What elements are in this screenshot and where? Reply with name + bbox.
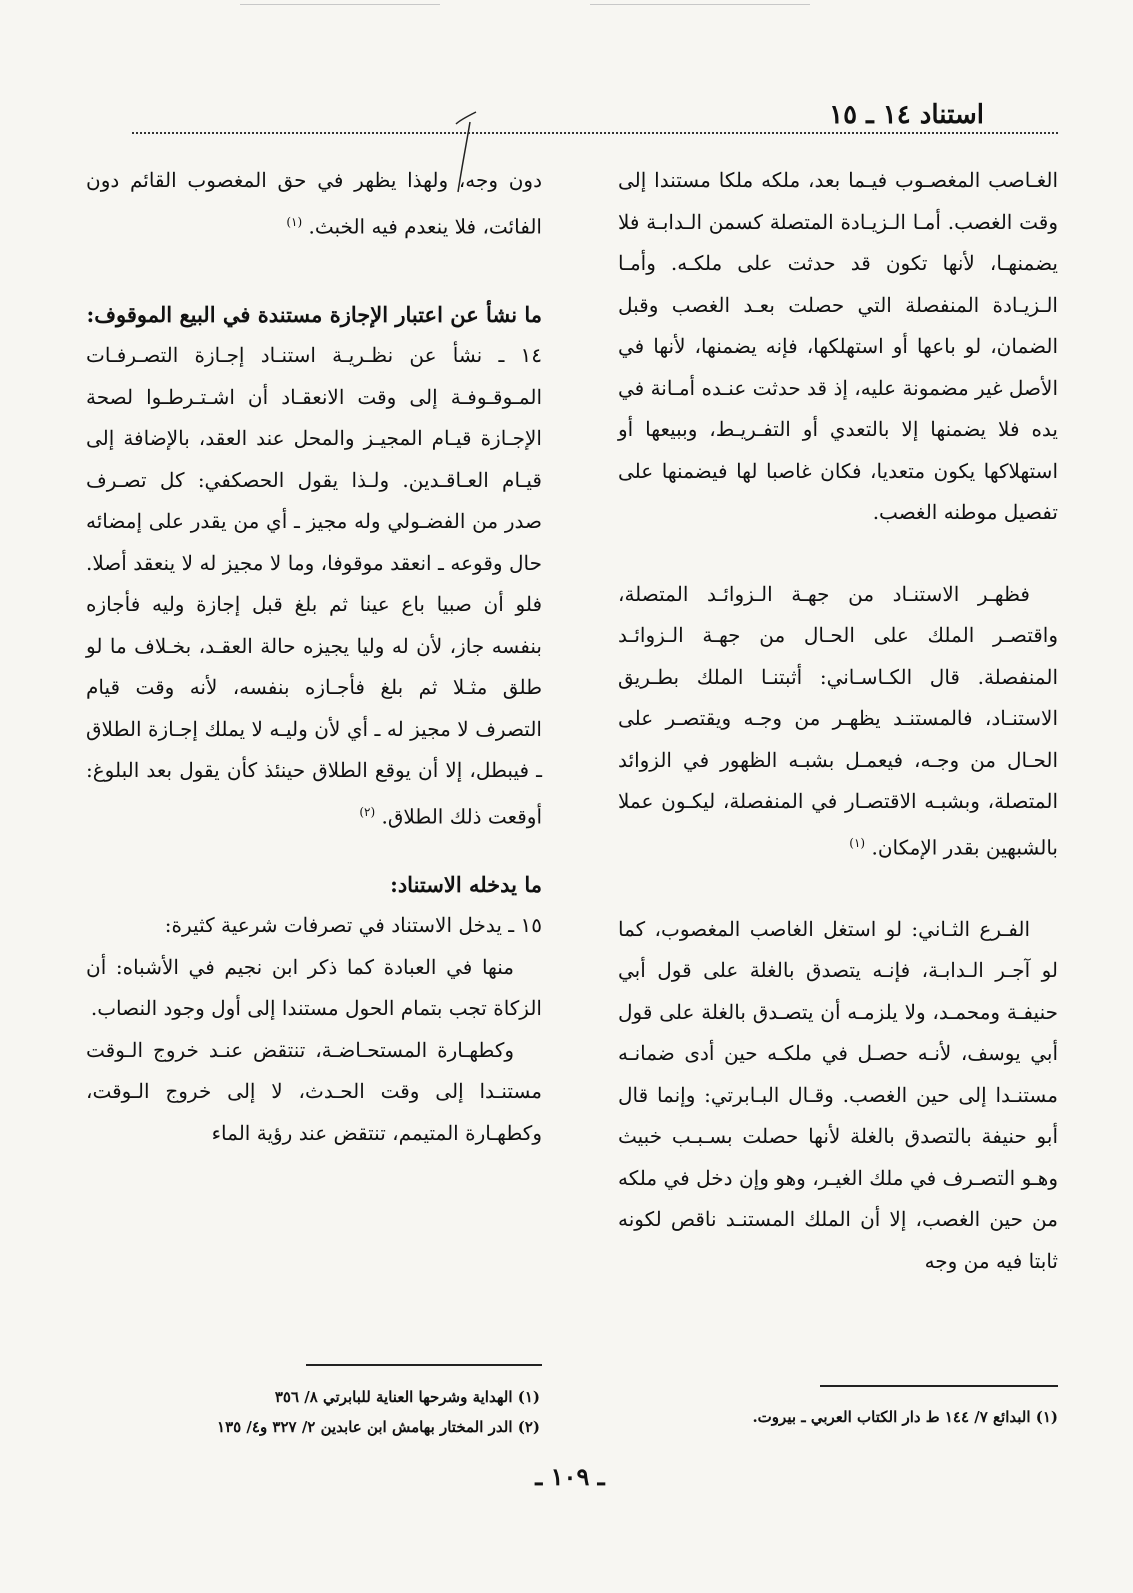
- footnote: (١) البدائع ٧/ ١٤٤ ط دار الكتاب العربي ـ بيروت.: [752, 1408, 1058, 1426]
- page-number: ـ ١٠٩ ـ: [535, 1462, 605, 1491]
- footnote-ref: (٢): [359, 804, 376, 819]
- footnote-ref: (١): [286, 214, 303, 229]
- footnote-rule: [820, 1385, 1058, 1387]
- page-header-title: استناد ١٤ ـ ١٥: [829, 100, 984, 130]
- footnote: (٢) الدر المختار بهامش ابن عابدين ٢/ ٣٢٧ و٤/ ١٣٥: [217, 1418, 540, 1436]
- scan-edge-line: [240, 4, 440, 5]
- paragraph-text: دون وجه، ولهذا يظهر في حق المغصوب القائم دون الفائت، فلا ينعدم فيه الخبث.: [86, 168, 542, 239]
- paragraph: الغـاصب المغصـوب فيـما بعد، ملكه ملكا مستندا إلى وقت الغصب. أمـا الـزيـادة المتصلة كسمن الـدابـة فلا يضمنهـا، لأنها تكون قد حدثت على ملكـه. وأمـا الـزيـادة المنفصلة التي حصلت بعـد الغصب وقبل الضمان، لو باعها أو استهلكها، فإنه يضمنها، لأنها في الأصل غير مضمونة عليه، إذ قد حدثت عنـده أمـانة في يده فلا يضمنها إلا بالتعدي أو التفـريـط، وببيعها أو استهلاكها يكون متعديا، فكان غاصبا لها فيضمنها على تفصيل موطنه الغصب.: [618, 168, 1058, 524]
- paragraph: منها في العبادة كما ذكر ابن نجيم في الأشباه: أن الزكاة تجب بتمام الحول مستندا إلى أول وجود النصاب.: [86, 954, 542, 1021]
- footnote-ref: (١): [849, 835, 866, 850]
- paragraph: [86, 160, 542, 248]
- footnotes-left: [160, 1382, 540, 1442]
- page-header: [132, 100, 1004, 134]
- paragraph: ١٥ ـ يدخل الاستناد في تصرفات شرعية كثيرة:: [164, 913, 542, 938]
- scan-edge-line: [590, 4, 810, 5]
- paragraph: الفـرع الثـاني: لو استغل الغاصب المغصوب، كما لو آجـر الـدابـة، فإنـه يتصدق بالغلة على قول أبي حنيفـة ومحمـد، ولا يلزمـه أن يتصـدق بالغلة على قول أبي يوسف، لأنـه حصـل في ملكـه حين أدى ضمانـه مستنـدا إلى حين الغصب. وقـال البـابرتي: وإنما قال أبو حنيفة بالتصدق بالغلة لأنها حصلت بسـبـب خبيث وهـو التصـرف في ملك الغيـر، وهو وإن دخل في ملكه من حين الغصب، إلا أن الملك المستنـد ناقص لكونه ثابتا فيه من وجه: [618, 916, 1058, 1273]
- footnote: (١) الهداية وشرحها العناية للبابرتي ٨/ ٣٥٦: [274, 1388, 540, 1406]
- paragraph: [618, 574, 1058, 869]
- paragraph: وكطهـارة المستحـاضـة، تنتقض عنـد خروج الـوقت مستنـدا إلى وقت الحـدث، لا إلى خروج الـوقت، وكطهـارة المتيمم، تنتقض عند رؤية الماء: [86, 1037, 542, 1145]
- header-dotted-rule: [132, 132, 1058, 134]
- footnotes-right: [600, 1402, 1058, 1432]
- left-column: [86, 160, 542, 1154]
- right-column: [618, 160, 1058, 1282]
- section-heading: ما نشأ عن اعتبار الإجازة مستندة في البيع الموقوف:: [86, 301, 542, 327]
- footnote-rule: [306, 1364, 542, 1366]
- paragraph-text: ١٤ ـ نشأ عن نظـريـة استنـاد إجـازة التصـرفـات المـوقـوفـة إلى وقت الانعقـاد أن اشـتـرطـوا لصحة الإجـازة قيـام المجيـز والمحل عند العقد، بالإضافة إلى قيـام العـاقـدين. ولـذا يقول الحصكفي: كل تصـرف صدر من الفضـولي وله مجيز ـ أي من يقدر على إمضائه حال وقوعه ـ انعقد موقوفا، وما لا مجيز له لا ينعقد أصلا. فلو أن صبيا باع عينا ثم بلغ قبل إجازة وليه فأجازه بنفسه جاز، لأن له وليا يجيزه حالة العقـد، بخـلاف ما لو طلق مثـلا ثم بلغ فأجـازه بنفسه، لأنه وقت قيام التصرف لا مجيز له ـ أي لأن وليـه لا يملك إجـازة الطلاق ـ فيبطل، إلا أن يوقع الطلاق حينئذ كأن يقول بعد البلوغ: أوقعت ذلك الطلاق.: [86, 343, 542, 829]
- paragraph-text: فظهـر الاستنـاد من جهـة الـزوائـد المتصلة، واقتصـر الملك على الحـال من جهـة الـزوائـد المنفصلة. قال الكـاسـاني: أثبتنـا الملك بطـريق الاستنـاد، فالمستنـد يظهـر من وجـه ويقتصـر على الحـال من وجـه، فيعمـل بشبـه الظهور في الزوائد المتصلة، وبشبـه الاقتصـار في المنفصلة، ليكـون عملا بالشبهين بقدر الإمكان.: [618, 581, 1058, 860]
- paragraph: [86, 335, 542, 838]
- section-heading: ما يدخله الاستناد:: [390, 871, 542, 897]
